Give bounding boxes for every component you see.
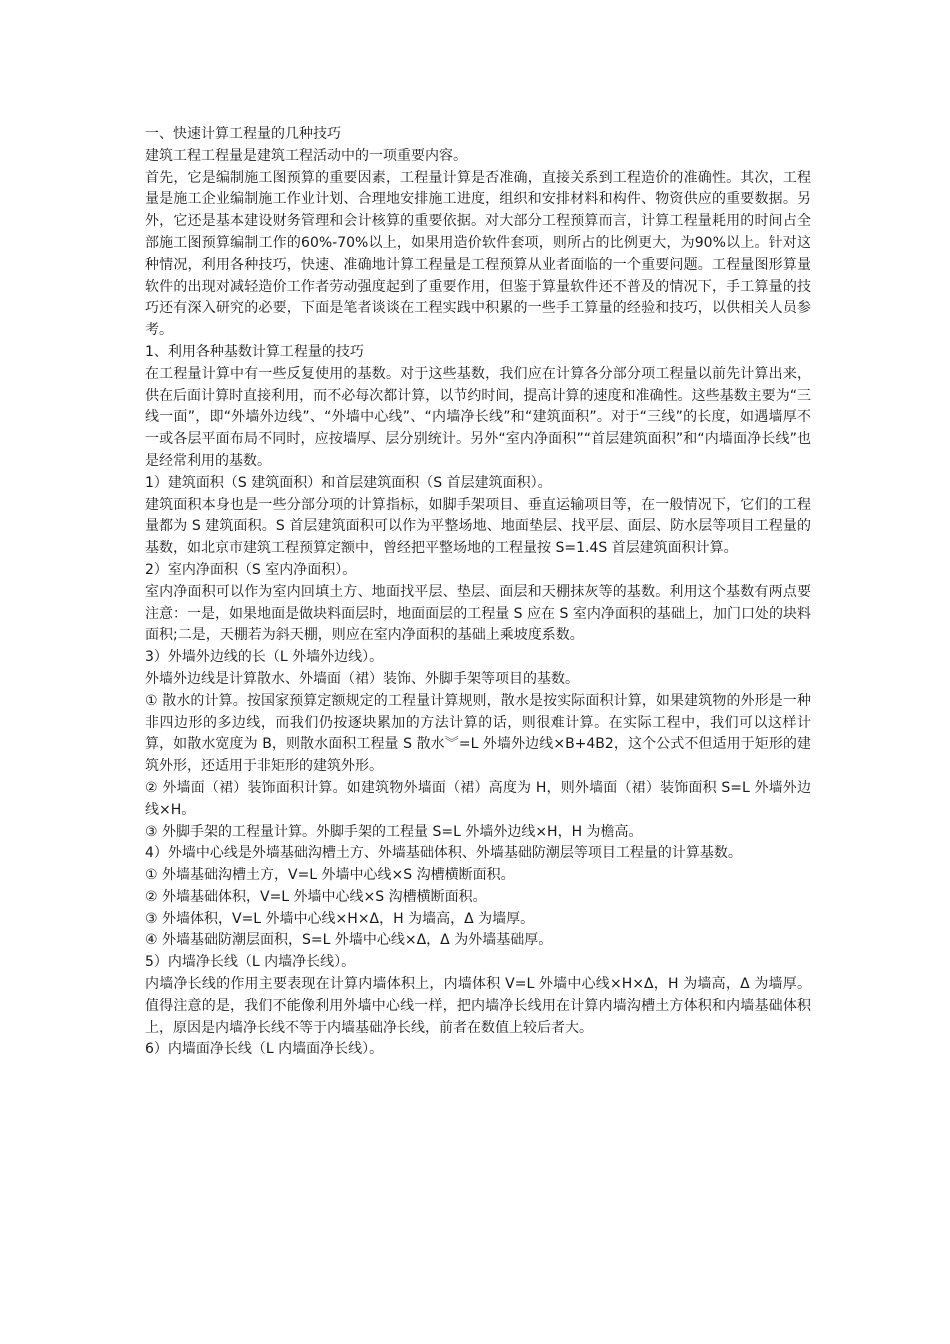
item-3-heading: 3）外墙外边线的长（L 外墙外边线）。: [145, 649, 384, 666]
section-1-heading: 1、利用各种基数计算工程量的技巧: [145, 343, 364, 360]
item-4-heading: 4）外墙中心线是外墙基础沟槽土方、外墙基础体积、外墙基础防潮层等项目工程量的计算基数。: [145, 845, 742, 862]
document-title: 一、快速计算工程量的几种技巧: [145, 126, 341, 142]
item-2-paragraph: 室内净面积可以作为室内回填土方、地面找平层、垫层、面层和天棚抹灰等的基数。利用这个基数有两点要注意：一是，如果地面是做块料面层时，地面面层的工程量 S 应在 S 室内净面积的基础上，加门口处的块料面积;二是，天棚若为斜天棚，则应在室内净面积的基础上乘坡度系数。: [145, 583, 811, 644]
intro-paragraph: 建筑工程工程量是建筑工程活动中的一项重要内容。: [145, 147, 467, 164]
item-4-point-2: ② 外墙基础体积，V=L 外墙中心线×S 沟槽横断面积。: [145, 888, 487, 905]
first-paragraph: 首先，它是编制施工图预算的重要因素，工程量计算是否准确，直接关系到工程造价的准确性。其次，工程量是施工企业编制施工作业计划、合理地安排施工进度，组织和安排材料和构件、物资供应的重要数据。另外，它还是基本建设财务管理和会计核算的重要依据。对大部分工程预算而言，计算工程量耗用的时间占全部施工图预算编制工作的60%-70%以上，如果用造价软件套项，则所占的比例更大，为90%以上。针对这种情况，利用各种技巧，快速、准确地计算工程量是工程预算从业者面临的一个重要问题。工程量图形算量软件的出现对减轻造价工作者劳动强度起到了重要作用，但鉴于算量软件还不普及的情况下，手工算量的技巧还有深入研究的必要，下面是笔者谈谈在工程实践中积累的一些手工算量的经验和技巧，以供相关人员参考。: [145, 169, 811, 339]
item-3-point-1: ① 散水的计算。按国家预算定额规定的工程量计算规则，散水是按实际面积计算，如果建筑物的外形是一种非四边形的多边线，而我们仍按逐块累加的方法计算的话，则很难计算。在实际工程中，我们可以这样计算，如散水宽度为 B，则散水面积工程量 S 散水︾=L 外墙外边线×B+4B2，这个公式不但适用于矩形的建筑外形，还适用于非矩形的建筑外形。: [145, 692, 811, 775]
item-1-paragraph: 建筑面积本身也是一些分部分项的计算指标，如脚手架项目、垂直运输项目等，在一般情况下，它们的工程量都为 S 建筑面积。S 首层建筑面积可以作为平整场地、地面垫层、找平层、面层、防水层等项目工程量的基数，如北京市建筑工程预算定额中，曾经把平整场地的工程量按 S=1.4S 首层建筑面积计算。: [145, 496, 811, 557]
item-3-point-3: ③ 外脚手架的工程量计算。外脚手架的工程量 S=L 外墙外边线×H，H 为檐高。: [145, 823, 643, 840]
section-1-paragraph: 在工程量计算中有一些反复使用的基数。对于这些基数，我们应在计算各分部分项工程量以前先计算出来，供在后面计算时直接利用，而不必每次都计算，以节约时间，提高计算的速度和准确性。这些基数主要为“三线一面”，即“外墙外边线”、“外墙中心线”、“内墙净长线”和“建筑面积”。对于“三线”的长度，如遇墙厚不一或各层平面布局不同时，应按墙厚、层分别统计。另外“室内净面积”“首层建筑面积”和“内墙面净长线”也是经常利用的基数。: [145, 365, 811, 469]
item-3-point-2: ② 外墙面（裙）装饰面积计算。如建筑物外墙面（裙）高度为 H，则外墙面（裙）装饰面积 S=L 外墙外边线×H。: [145, 779, 811, 818]
item-5-heading: 5）内墙净长线（L 内墙净长线）。: [145, 954, 356, 971]
item-4-point-1: ① 外墙基础沟槽土方，V=L 外墙中心线×S 沟槽横断面积。: [145, 867, 515, 884]
item-4-point-3: ③ 外墙体积，V=L 外墙中心线×H×Δ，H 为墙高，Δ 为墙厚。: [145, 910, 535, 927]
item-5-paragraph: 内墙净长线的作用主要表现在计算内墙体积上，内墙体积 V=L 外墙中心线×H×Δ，H 为墙高，Δ 为墙厚。值得注意的是，我们不能像利用外墙中心线一样，把内墙净长线用在计算内墙沟槽土方体积和内墙基础体积上，原因是内墙净长线不等于内墙基础净长线，前者在数值上较后者大。: [145, 976, 811, 1036]
item-3-paragraph: 外墙外边线是计算散水、外墙面（裙）装饰、外脚手架等项目的基数。: [145, 670, 579, 687]
item-6-heading: 6）内墙面净长线（L 内墙面净长线）。: [145, 1041, 384, 1058]
item-1-heading: 1）建筑面积（S 建筑面积）和首层建筑面积（S 首层建筑面积）。: [145, 474, 552, 491]
item-4-point-4: ④ 外墙基础防潮层面积，S=L 外墙中心线×Δ，Δ 为外墙基础厚。: [145, 932, 553, 949]
document-body: [145, 124, 811, 1061]
item-2-heading: 2）室内净面积（S 室内净面积）。: [145, 561, 357, 578]
